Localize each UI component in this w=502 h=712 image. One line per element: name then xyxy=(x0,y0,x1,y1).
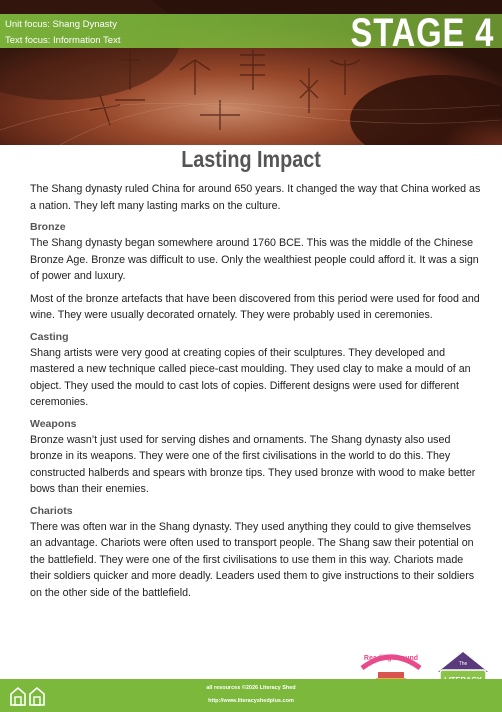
bronze-paragraph-2: Most of the bronze artefacts that have been discovered from this period were used for food and wine. They were usually decorated ornately. They were probably used in ceremonies. xyxy=(30,292,480,321)
svg-text:Reading Around: Reading Around xyxy=(363,655,419,662)
section-heading-bronze: Bronze xyxy=(30,221,66,233)
page-footer xyxy=(0,679,502,712)
article-body xyxy=(30,181,482,607)
page-title: Lasting Impact xyxy=(181,146,321,172)
svg-text:The: The xyxy=(458,661,468,667)
intro-paragraph: The Shang dynasty ruled China for around 650 years. It changed the way that China worked as a nation. They left many lasting marks on the culture. xyxy=(30,183,481,212)
unit-focus-label: Unit focus: Shang Dynasty xyxy=(5,19,117,30)
footer-url[interactable]: http://www.literacyshedplus.com xyxy=(208,698,294,704)
text-focus-label: Text focus: Information Text xyxy=(5,35,121,46)
chariots-paragraph: There was often war in the Shang dynasty. They used anything they could to give themselves an advantage. Chariots were often used to transport people. The Shang saw their potential on the battlefield. They were one of the first civilisations to use them in this way. Chariots made their soldiers quicker and more deadly. Leaders used them to give instructions to their soldiers on the other side of the battlefield. xyxy=(30,520,475,599)
footer-copyright: all resources ©2026 Literacy Shed xyxy=(206,685,296,691)
casting-paragraph: Shang artists were very good at creating copies of their sculptures. They developed and mastered a new technique called piece-cast moulding. They used clay to make a mould of an object. They used the mould to cast lots of copies. Different designs were used for different ceremonies. xyxy=(30,346,471,408)
weapons-paragraph: Bronze wasn’t just used for serving dishes and ornaments. The Shang dynasty also used bronze in its weapons. They were one of the first civilisations in the world to do this. They constructed halberds and spears with bronze tips. They used bronze with wood to make better bows than their enemies. xyxy=(30,433,476,495)
section-heading-casting: Casting xyxy=(30,330,69,343)
section-heading-weapons: Weapons xyxy=(30,417,77,430)
section-heading-chariots: Chariots xyxy=(30,504,73,517)
bronze-paragraph-1: The Shang dynasty began somewhere around 1760 BCE. This was the middle of the Chinese Bronze Age. Bronze was difficult to use. Only the wealthiest people could afford it. It was a sign of power and luxury. xyxy=(30,237,479,282)
stage-label: STAGE 4 xyxy=(350,11,494,55)
